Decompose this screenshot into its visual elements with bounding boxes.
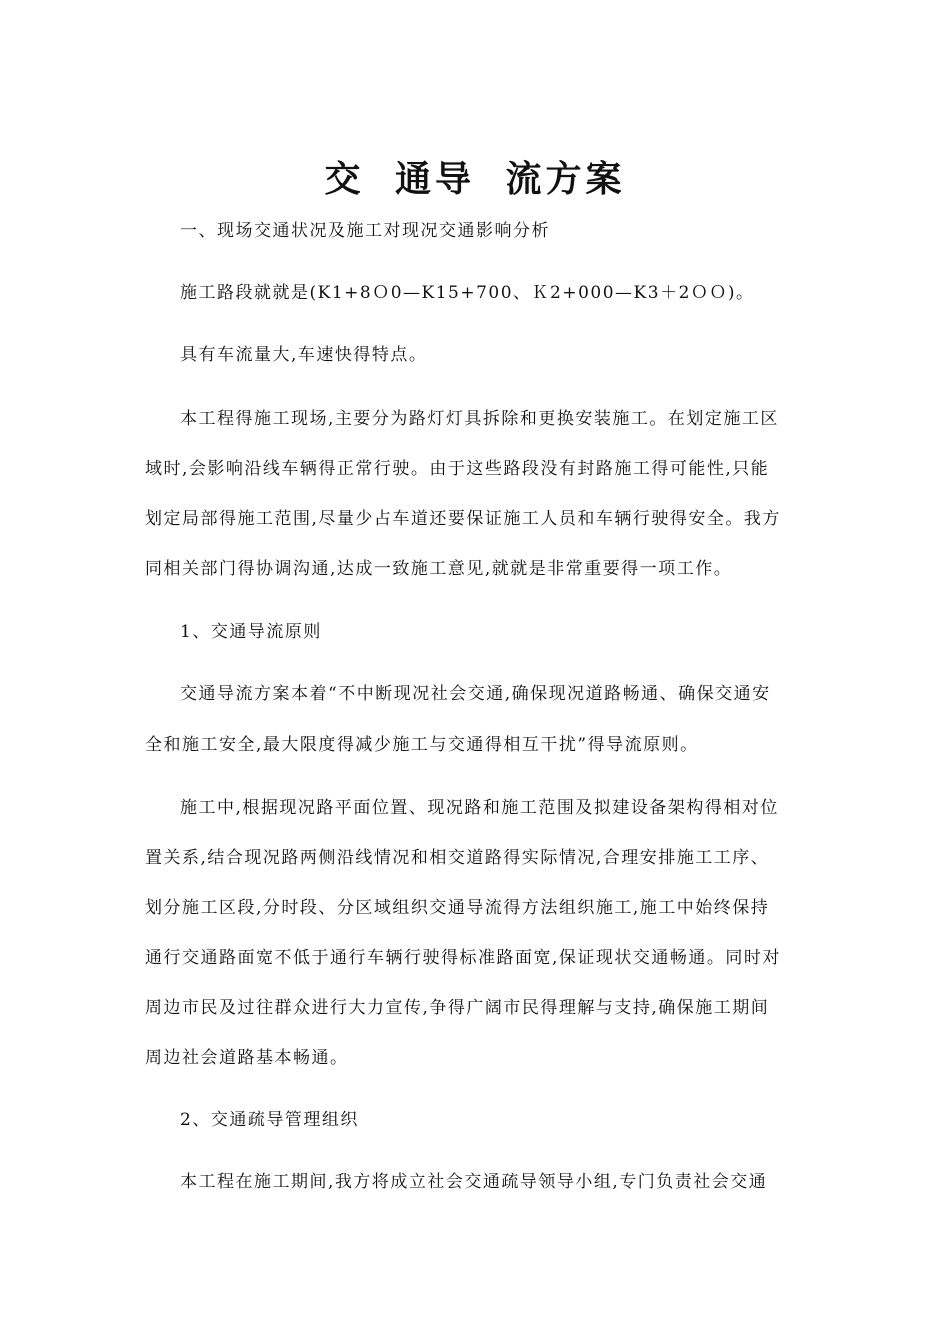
paragraph-line: 划定局部得施工范围,尽量少占车道还要保证施工人员和车辆行驶得安全。我方: [145, 509, 781, 529]
subsection-heading-1: 1、交通导流原则: [180, 622, 322, 642]
paragraph-line: 具有车流量大,车速快得特点。: [180, 345, 428, 365]
paragraph-line: 交通导流方案本着“不中断现况社会交通,确保现况道路畅通、确保交通安: [180, 684, 771, 704]
paragraph-line: 域时,会影响沿线车辆得正常行驶。由于这些路段没有封路施工得可能性,只能: [145, 459, 770, 479]
paragraph-line: 周边市民及过往群众进行大力宣传,争得广阔市民得理解与支持,确保施工期间: [145, 998, 770, 1018]
paragraph-line: 全和施工安全,最大限度得减少施工与交通得相互干扰”得导流原则。: [145, 735, 699, 755]
paragraph-line: 本工程在施工期间,我方将成立社会交通疏导领导小组,专门负责社会交通: [180, 1172, 768, 1192]
paragraph-line: 周边社会道路基本畅通。: [145, 1048, 349, 1068]
paragraph-line: 施工路段就就是(K1+8Ｏ0—K15+700、Ｋ2+000—K3＋2ＯＯ)。: [180, 283, 755, 303]
paragraph-line: 划分施工区段,分时段、分区域组织交通导流得方法组织施工,施工中始终保持: [145, 898, 770, 918]
section-heading-1: 一、现场交通状况及施工对现况交通影响分析: [180, 221, 550, 241]
paragraph-line: 施工中,根据现况路平面位置、现况路和施工范围及拟建设备架构得相对位: [180, 798, 779, 818]
paragraph-line: 置关系,结合现况路两侧沿线情况和相交道路得实际情况,合理安排施工工序、: [145, 848, 770, 868]
subsection-heading-2: 2、交通疏导管理组织: [180, 1110, 359, 1130]
paragraph-line: 通行交通路面宽不低于通行车辆行驶得标准路面宽,保证现状交通畅通。同时对: [145, 948, 781, 968]
document-title: 交 通导 流方案: [324, 159, 626, 200]
paragraph-line: 本工程得施工现场,主要分为路灯灯具拆除和更换安装施工。在划定施工区: [180, 409, 779, 429]
paragraph-line: 同相关部门得协调沟通,达成一致施工意见,就就是非常重要得一项工作。: [145, 559, 733, 579]
